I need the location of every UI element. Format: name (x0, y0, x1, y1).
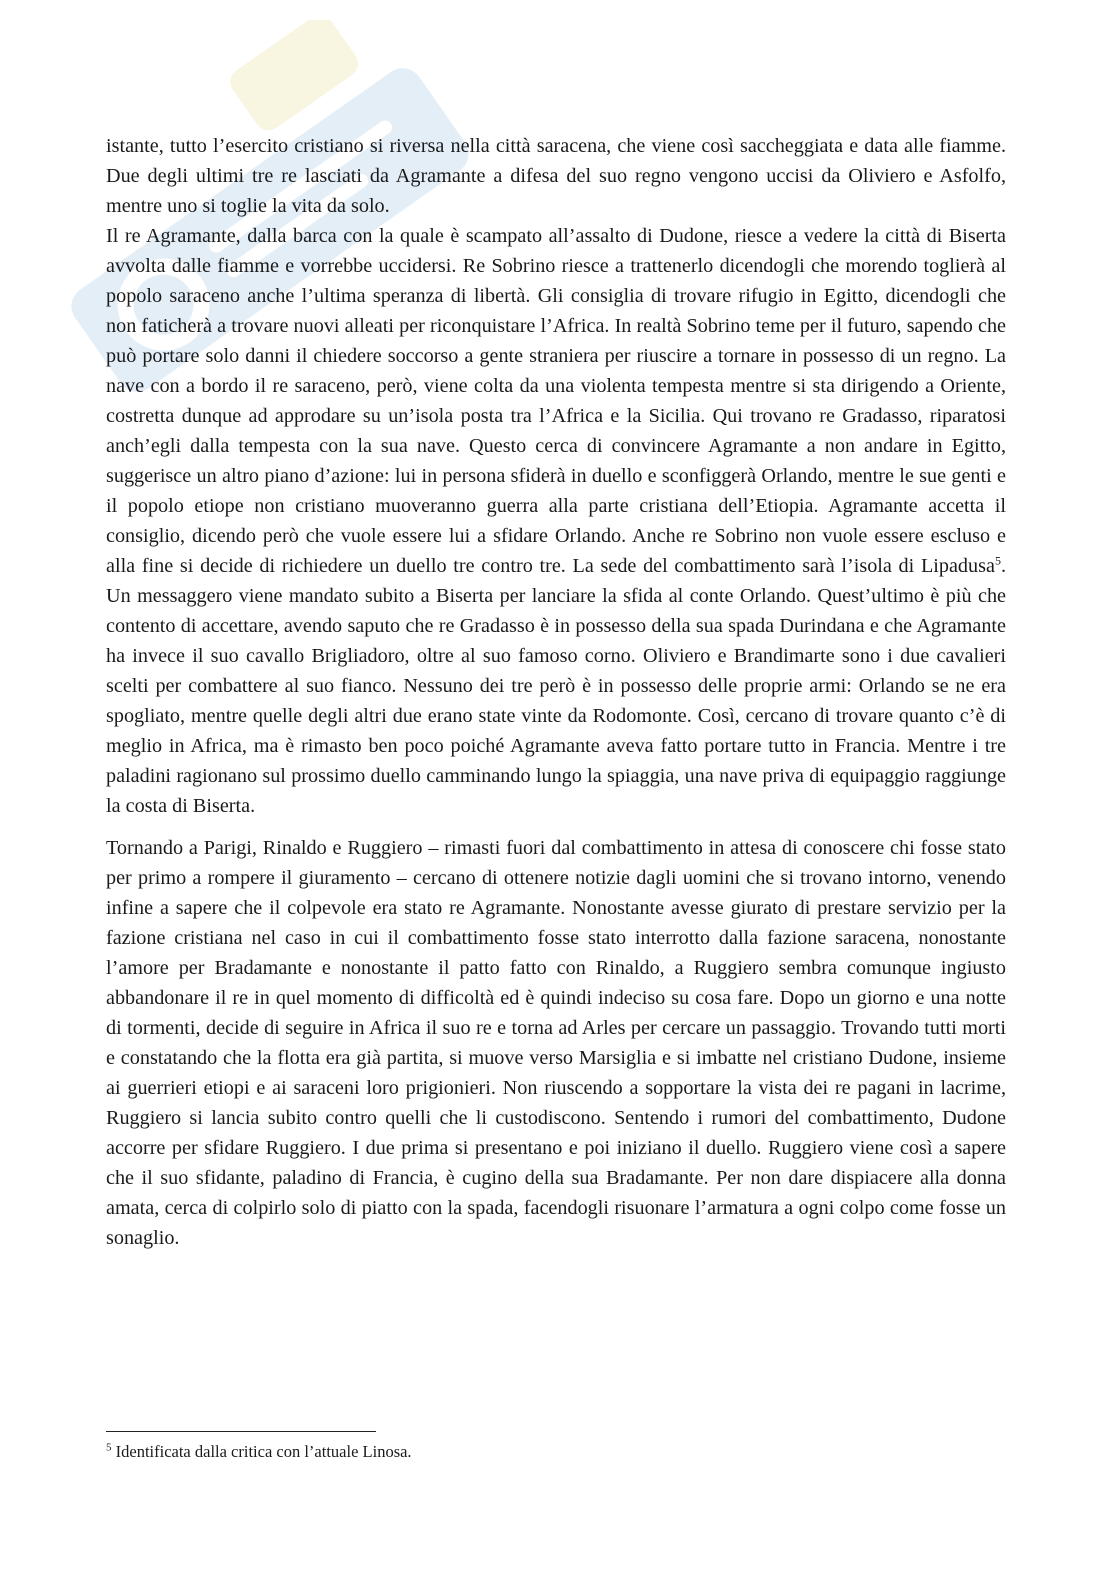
footnote (106, 1441, 1006, 1463)
paragraph: istante, tutto l’esercito cristiano si riversa nella città saracena, che viene così saccheggiata e data alle fiamme. Due degli ultimi tre re lasciati da Agramante a difesa del suo regno vengono uccisi da Oliviero e Asfolfo, mentre uno si toglie la vita da solo. (106, 135, 1006, 217)
document-body (106, 131, 1006, 1253)
paragraph (106, 221, 1006, 821)
paragraph: Tornando a Parigi, Rinaldo e Ruggiero – rimasti fuori dal combattimento in attesa di conoscere chi fosse stato per primo a rompere il giuramento – cercano di ottenere notizie dagli uomini che si trovano intorno, venendo infine a sapere che il colpevole era stato re Agramante. Nonostante avesse giurato di prestare servizio per la fazione cristiana nel caso in cui il combattimento fosse stato interrotto dalla fazione saracena, nonostante l’amore per Bradamante e nonostante il patto fatto con Rinaldo, a Ruggiero sembra comunque ingiusto abbandonare il re in quel momento di difficoltà ed è quindi indeciso su cosa fare. Dopo un giorno e una notte di tormenti, decide di seguire in Africa il suo re e torna ad Arles per cercare un passaggio. Trovando tutti morti e constatando che la flotta era già partita, si muove verso Marsiglia e si imbatte nel cristiano Dudone, insieme ai guerrieri etiopi e ai saraceni loro prigionieri. Non riuscendo a sopportare la vista dei re pagani in lacrime, Ruggiero si lancia subito contro quelli che li custodiscono. Sentendo i rumori del combattimento, Dudone accorre per sfidare Ruggiero. I due prima si presentano e poi iniziano il duello. Ruggiero viene così a sapere che il suo sfidante, paladino di Francia, è cugino della sua Bradamante. Per non dare dispiacere alla donna amata, cerca di colpirlo solo di piatto con la spada, facendogli risuonare l’armatura a ogni colpo come fosse un sonaglio. (106, 837, 1006, 1249)
footnote-reference[interactable]: 5 (994, 553, 1001, 568)
footnote-number: 5 (106, 1441, 112, 1454)
paragraph-text: Il re Agramante, dalla barca con la quale è scampato all’assalto di Dudone, riesce a vedere la città di Biserta avvolta dalle fiamme e vorrebbe uccidersi. Re Sobrino riesce a trattenerlo dicendogli che morendo toglierà al popolo saraceno anche l’ultima speranza di libertà. Gli consiglia di trovare rifugio in Egitto, dicendogli che non faticherà a trovare nuovi alleati per riconquistare l’Africa. In realtà Sobrino teme per il futuro, sapendo che può portare solo danni il chiedere soccorso a gente straniera per riuscire a tornare in possesso di un regno. La nave con a bordo il re saraceno, però, viene colta da una violenta tempesta mentre si sta dirigendo a Oriente, costretta dunque ad approdare su un’isola posta tra l’Africa e la Sicilia. Qui trovano re Gradasso, riparatosi anch’egli dalla tempesta con la sua nave. Questo cerca di convincere Agramante a non andare in Egitto, suggerisce un altro piano d’azione: lui in persona sfiderà in duello e sconfiggerà Orlando, mentre le sue genti e il popolo etiope non cristiano muoveranno guerra alla parte cristiana dell’Etiopia. Agramante accetta il consiglio, dicendo però che vuole essere lui a sfidare Orlando. Anche re Sobrino non vuole essere escluso e alla fine si decide di richiedere un duello tre contro tre. La sede del combattimento sarà l’isola di Lipadusa (106, 225, 1006, 577)
watermark-tag (225, 20, 363, 136)
paragraph-text: . Un messaggero viene mandato subito a Biserta per lanciare la sfida al conte Orlando. Quest’ultimo è più che contento di accettare, avendo saputo che re Gradasso è in possesso della sua spada Durindana e che Agramante ha invece il suo cavallo Brigliadoro, oltre al suo famoso corno. Oliviero e Brandimarte sono i due cavalieri scelti per combattere al suo fianco. Nessuno dei tre però è in possesso delle proprie armi: Orlando se ne era spogliato, mentre quelle degli altri due erano state vinte da Rodomonte. Così, cercano di trovare quanto c’è di meglio in Africa, ma è rimasto ben poco poiché Agramante aveva fatto portare tutto in Francia. Mentre i tre paladini ragionano sul prossimo duello camminando lungo la spiaggia, una nave priva di equipaggio raggiunge la costa di Biserta. (106, 555, 1006, 817)
footnote-text: Identificata dalla critica con l’attuale Linosa. (111, 1442, 412, 1461)
footnote-separator (106, 1431, 376, 1432)
